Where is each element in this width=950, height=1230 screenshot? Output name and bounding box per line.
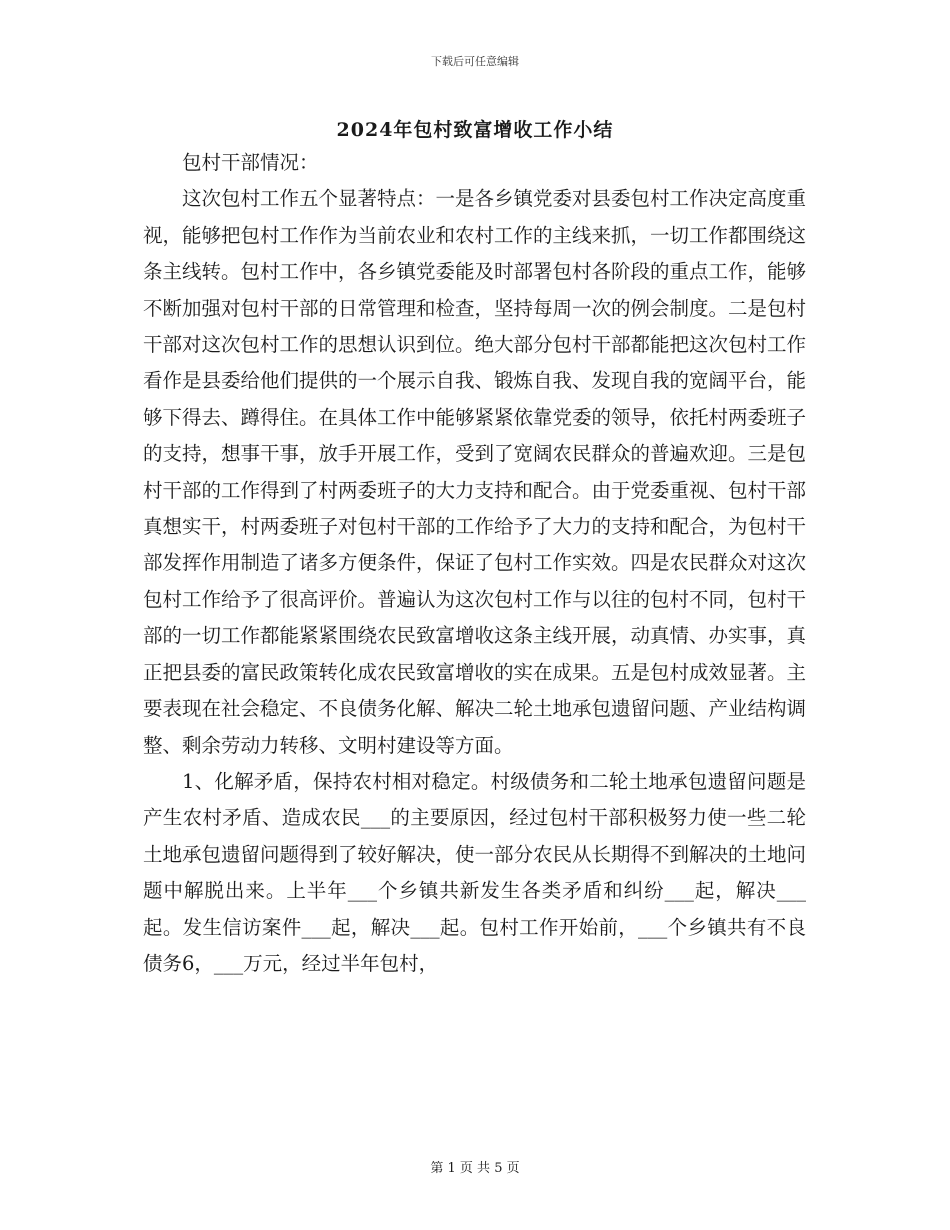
page-header-note: 下载后可任意编辑 <box>431 55 519 68</box>
document-title: 2024年包村致富增收工作小结 <box>336 119 614 141</box>
document-body <box>143 145 806 982</box>
paragraph-resolve-conflicts: 1、化解矛盾，保持农村相对稳定。村级债务和二轮土地承包遗留问题是产生农村矛盾、造成农民___的主要原因，经过包村干部积极努力使一些二轮土地承包遗留问题得到了较好解决，使一部分农民从长期得不到解决的土地问题中解脱出来。上半年___个乡镇共新发生各类矛盾和纠纷___起，解决___起。发生信访案件___起，解决___起。包村工作开始前，___个乡镇共有不良债务6，___万元，经过半年包村， <box>143 769 807 975</box>
page-number: 第 1 页 共 5 页 <box>430 1161 520 1176</box>
paragraph-five-features: 这次包村工作五个显著特点：一是各乡镇党委对县委包村工作决定高度重视，能够把包村工作作为当前农业和农村工作的主线来抓，一切工作都围绕这条主线转。包村工作中，各乡镇党委能及时部署包村各阶段的重点工作，能够不断加强对包村干部的日常管理和检查，坚持每周一次的例会制度。二是包村干部对这次包村工作的思想认识到位。绝大部分包村干部都能把这次包村工作看作是县委给他们提供的一个展示自我、锻炼自我、发现自我的宽阔平台，能够下得去、蹲得住。在具体工作中能够紧紧依靠党委的领导，依托村两委班子的支持，想事干事，放手开展工作，受到了宽阔农民群众的普遍欢迎。三是包村干部的工作得到了村两委班子的大力支持和配合。由于党委重视、包村干部真想实干，村两委班子对包村干部的工作给予了大力的支持和配合，为包村干部发挥作用制造了诸多方便条件，保证了包村工作实效。四是农民群众对这次包村工作给予了很高评价。普遍认为这次包村工作与以往的包村不同，包村干部的一切工作都能紧紧围绕农民致富增收这条主线开展，动真情、办实事，真正把县委的富民政策转化成农民致富增收的实在成果。五是包村成效显著。主要表现在社会稳定、不良债务化解、解决二轮土地承包遗留问题、产业结构调整、剩余劳动力转移、文明村建设等方面。 <box>143 187 807 757</box>
paragraph-cadre-situation: 包村干部情况： <box>182 151 319 174</box>
